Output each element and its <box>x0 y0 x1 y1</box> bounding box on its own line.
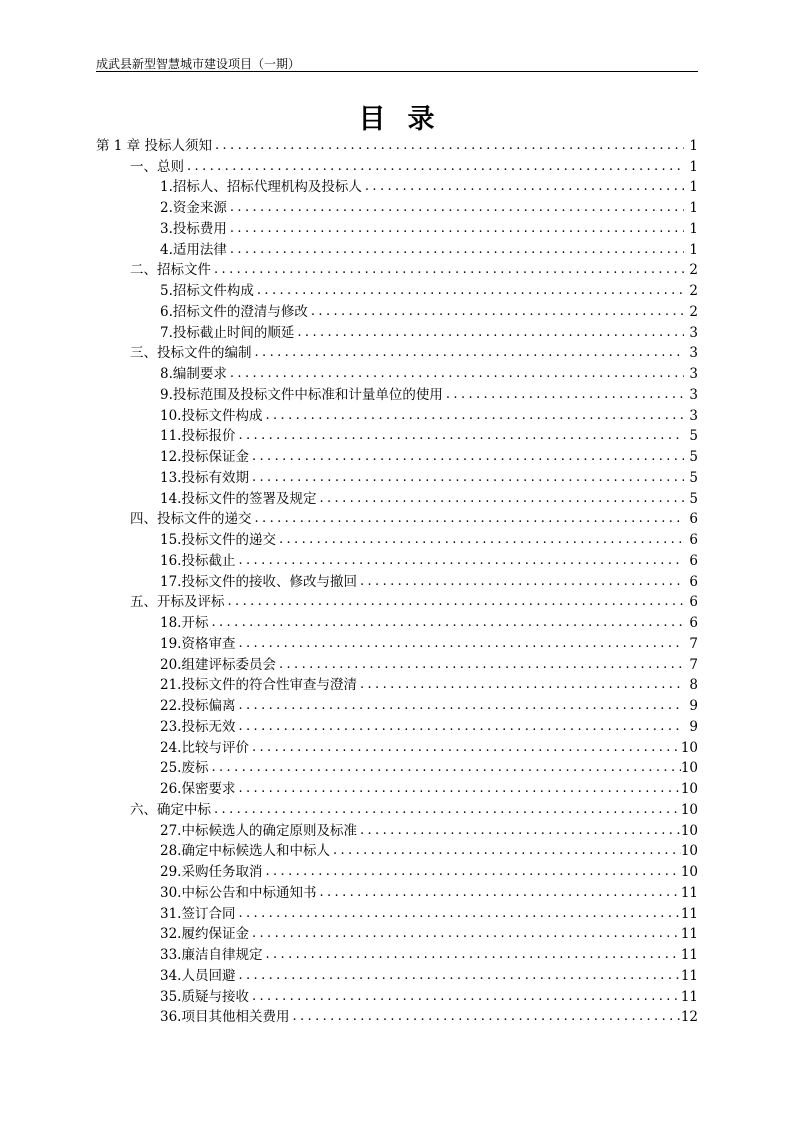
toc-entry[interactable] <box>96 799 698 820</box>
table-of-contents <box>96 135 698 1027</box>
toc-entry[interactable] <box>96 280 698 301</box>
toc-entry-label: 16.投标截止 <box>160 552 236 569</box>
toc-entry[interactable] <box>96 633 698 654</box>
toc-entry-page: 10 <box>680 739 698 756</box>
toc-entry-label: 25.废标 <box>160 760 209 777</box>
toc-leader-dots <box>184 157 684 177</box>
toc-entry[interactable] <box>96 612 698 633</box>
toc-entry-page: 10 <box>680 864 698 880</box>
toc-entry-label: 五、开标及评标 <box>130 594 225 611</box>
toc-entry-label: 19.资格审查 <box>160 635 236 652</box>
toc-entry[interactable] <box>96 944 698 965</box>
toc-entry[interactable] <box>96 592 698 613</box>
toc-entry-label: 33.廉洁自律规定 <box>160 947 263 963</box>
toc-leader-dots <box>235 551 684 571</box>
toc-entry-label: 10.投标文件构成 <box>160 407 263 424</box>
toc-entry[interactable] <box>96 965 698 986</box>
toc-entry-label: 17.投标文件的接收、修改与撤回 <box>160 573 357 590</box>
toc-entry-page: 10 <box>680 843 698 860</box>
toc-entry[interactable] <box>96 177 698 198</box>
toc-leader-dots <box>276 655 684 675</box>
toc-entry-label: 18.开标 <box>160 615 209 631</box>
toc-entry-page: 1 <box>689 158 698 175</box>
toc-entry[interactable] <box>96 882 698 903</box>
toc-entry-page: 5 <box>689 428 698 445</box>
toc-leader-dots <box>249 987 681 1007</box>
toc-entry-label: 8.编制要求 <box>160 366 227 382</box>
toc-entry[interactable] <box>96 197 698 218</box>
toc-entry[interactable] <box>96 218 698 239</box>
toc-entry-label: 2.资金来源 <box>160 200 227 216</box>
toc-leader-dots <box>211 260 684 280</box>
toc-entry-page: 8 <box>689 677 698 694</box>
toc-leader-dots <box>249 468 684 488</box>
toc-entry-page: 6 <box>689 594 698 611</box>
toc-entry[interactable] <box>96 550 698 571</box>
toc-leader-dots <box>208 613 684 633</box>
toc-entry-page: 11 <box>680 905 698 922</box>
toc-leader-dots <box>262 406 684 426</box>
toc-entry[interactable] <box>96 903 698 924</box>
toc-entry-page: 1 <box>689 220 698 237</box>
toc-entry[interactable] <box>96 716 698 737</box>
toc-entry-page: 9 <box>689 718 698 735</box>
toc-entry-label: 7.投标截止时间的顺延 <box>160 324 295 341</box>
toc-entry[interactable] <box>96 488 698 509</box>
toc-leader-dots <box>262 862 680 882</box>
toc-entry-page: 2 <box>689 262 698 279</box>
toc-entry[interactable] <box>96 405 698 426</box>
toc-entry[interactable] <box>96 1007 698 1028</box>
toc-leader-dots <box>276 530 684 550</box>
toc-entry-label: 14.投标文件的签署及规定 <box>160 490 317 507</box>
toc-entry-page: 2 <box>689 283 698 299</box>
toc-leader-dots <box>235 904 680 924</box>
toc-leader-dots <box>235 696 684 716</box>
toc-entry[interactable] <box>96 322 698 343</box>
toc-entry-page: 10 <box>680 781 698 797</box>
toc-entry-page: 1 <box>689 179 698 196</box>
toc-entry-page: 11 <box>680 947 698 963</box>
toc-entry-page: 1 <box>689 200 698 216</box>
toc-leader-dots <box>235 779 680 799</box>
toc-entry-page: 7 <box>689 656 698 673</box>
toc-entry-label: 35.质疑与接收 <box>160 988 249 1005</box>
toc-entry-page: 6 <box>689 573 698 590</box>
toc-entry-page: 10 <box>680 760 698 777</box>
toc-leader-dots <box>252 509 685 529</box>
toc-entry[interactable] <box>96 239 698 260</box>
toc-entry-label: 12.投标保证金 <box>160 449 249 465</box>
toc-leader-dots <box>294 323 684 343</box>
toc-entry-page: 6 <box>689 532 698 548</box>
toc-entry-label: 一、总则 <box>130 158 184 175</box>
toc-entry[interactable] <box>96 861 698 882</box>
header-rule <box>96 71 698 72</box>
toc-leader-dots <box>235 426 684 446</box>
toc-entry[interactable] <box>96 260 698 281</box>
toc-entry[interactable] <box>96 675 698 696</box>
toc-entry[interactable] <box>96 695 698 716</box>
toc-entry-label: 29.采购任务取消 <box>160 864 263 880</box>
toc-entry-page: 3 <box>689 407 698 424</box>
toc-entry-page: 12 <box>680 1009 698 1026</box>
toc-entry-label: 24.比较与评价 <box>160 739 249 756</box>
toc-entry-page: 11 <box>680 884 698 901</box>
toc-entry-label: 4.适用法律 <box>160 241 227 258</box>
toc-leader-dots <box>330 841 681 861</box>
toc-entry[interactable] <box>96 509 698 530</box>
toc-entry-page: 5 <box>689 469 698 486</box>
toc-leader-dots <box>316 883 680 903</box>
toc-entry-page: 9 <box>689 698 698 714</box>
toc-entry-page: 11 <box>680 967 698 984</box>
toc-entry-label: 31.签订合同 <box>160 905 236 922</box>
toc-entry-label: 9.投标范围及投标文件中标准和计量单位的使用 <box>160 386 443 403</box>
toc-entry-page: 5 <box>689 449 698 465</box>
toc-leader-dots <box>357 821 681 841</box>
toc-leader-dots <box>235 717 684 737</box>
toc-leader-dots <box>362 177 684 197</box>
toc-entry-label: 第 1 章 投标人须知 <box>96 137 212 154</box>
toc-leader-dots <box>211 800 681 820</box>
toc-entry[interactable] <box>96 426 698 447</box>
toc-leader-dots <box>227 198 684 218</box>
toc-entry[interactable] <box>96 778 698 799</box>
toc-entry[interactable] <box>96 924 698 945</box>
toc-entry-page: 3 <box>689 386 698 403</box>
toc-entry-label: 二、招标文件 <box>130 262 211 279</box>
toc-leader-dots <box>308 302 684 322</box>
toc-entry-label: 34.人员回避 <box>160 967 236 984</box>
toc-entry[interactable] <box>96 841 698 862</box>
toc-leader-dots <box>249 924 681 944</box>
toc-entry-label: 20.组建评标委员会 <box>160 656 276 673</box>
toc-leader-dots <box>227 364 684 384</box>
toc-entry-page: 10 <box>680 801 698 818</box>
toc-entry-label: 1.招标人、招标代理机构及投标人 <box>160 179 362 196</box>
toc-leader-dots <box>357 572 684 592</box>
toc-entry-page: 3 <box>689 345 698 362</box>
toc-entry-label: 23.投标无效 <box>160 718 236 735</box>
toc-entry-label: 30.中标公告和中标通知书 <box>160 884 317 901</box>
toc-entry-page: 7 <box>689 635 698 652</box>
toc-leader-dots <box>225 592 685 612</box>
toc-leader-dots <box>443 385 684 405</box>
toc-entry-label: 27.中标候选人的确定原则及标准 <box>160 822 357 839</box>
toc-entry-label: 21.投标文件的符合性审查与澄清 <box>160 677 357 694</box>
toc-entry[interactable] <box>96 363 698 384</box>
toc-leader-dots <box>235 634 684 654</box>
toc-leader-dots <box>316 489 684 509</box>
toc-entry-page: 3 <box>689 366 698 382</box>
toc-entry-page: 6 <box>689 552 698 569</box>
toc-entry-label: 15.投标文件的递交 <box>160 532 276 548</box>
toc-entry-page: 10 <box>680 822 698 839</box>
toc-leader-dots <box>227 240 684 260</box>
toc-entry-label: 6.招标文件的澄清与修改 <box>160 303 308 320</box>
toc-entry-page: 2 <box>689 303 698 320</box>
toc-entry[interactable] <box>96 758 698 779</box>
toc-leader-dots <box>357 675 684 695</box>
toc-entry-label: 四、投标文件的递交 <box>130 511 252 528</box>
toc-entry-label: 5.招标文件构成 <box>160 283 254 299</box>
toc-entry-page: 3 <box>689 324 698 341</box>
toc-entry[interactable] <box>96 156 698 177</box>
toc-leader-dots <box>254 281 684 301</box>
toc-entry[interactable] <box>96 467 698 488</box>
toc-entry-page: 11 <box>680 926 698 943</box>
toc-entry-label: 32.履约保证金 <box>160 926 249 943</box>
toc-entry-label: 3.投标费用 <box>160 220 227 237</box>
toc-leader-dots <box>289 1007 680 1027</box>
toc-leader-dots <box>227 219 684 239</box>
toc-entry-label: 36.项目其他相关费用 <box>160 1009 290 1026</box>
toc-leader-dots <box>262 945 680 965</box>
toc-entry[interactable] <box>96 571 698 592</box>
toc-entry[interactable] <box>96 820 698 841</box>
toc-entry-label: 26.保密要求 <box>160 781 236 797</box>
toc-entry-label: 22.投标偏离 <box>160 698 236 714</box>
toc-entry[interactable] <box>96 986 698 1007</box>
toc-entry-page: 1 <box>689 137 698 154</box>
toc-entry-page: 1 <box>689 241 698 258</box>
toc-entry-label: 11.投标报价 <box>160 428 236 445</box>
toc-entry[interactable] <box>96 301 698 322</box>
toc-leader-dots <box>235 966 680 986</box>
toc-entry-page: 6 <box>689 511 698 528</box>
toc-entry[interactable] <box>96 737 698 758</box>
toc-entry-page: 5 <box>689 490 698 507</box>
toc-leader-dots <box>249 738 681 758</box>
toc-entry-label: 13.投标有效期 <box>160 469 249 486</box>
toc-entry-page: 6 <box>689 615 698 631</box>
toc-entry-label: 28.确定中标候选人和中标人 <box>160 843 330 860</box>
toc-leader-dots <box>208 758 680 778</box>
toc-entry[interactable] <box>96 384 698 405</box>
toc-leader-dots <box>252 343 685 363</box>
toc-title: 目录 <box>358 104 457 135</box>
toc-leader-dots <box>249 447 684 467</box>
toc-entry[interactable] <box>96 343 698 364</box>
toc-entry[interactable] <box>96 135 698 156</box>
toc-entry[interactable] <box>96 654 698 675</box>
toc-entry-label: 六、确定中标 <box>130 801 211 818</box>
toc-leader-dots <box>212 136 684 156</box>
toc-entry[interactable] <box>96 446 698 467</box>
toc-entry-label: 三、投标文件的编制 <box>130 345 252 362</box>
toc-entry-page: 11 <box>680 988 698 1005</box>
running-header: 成武县新型智慧城市建设项目（一期） <box>96 57 301 71</box>
toc-entry[interactable] <box>96 529 698 550</box>
